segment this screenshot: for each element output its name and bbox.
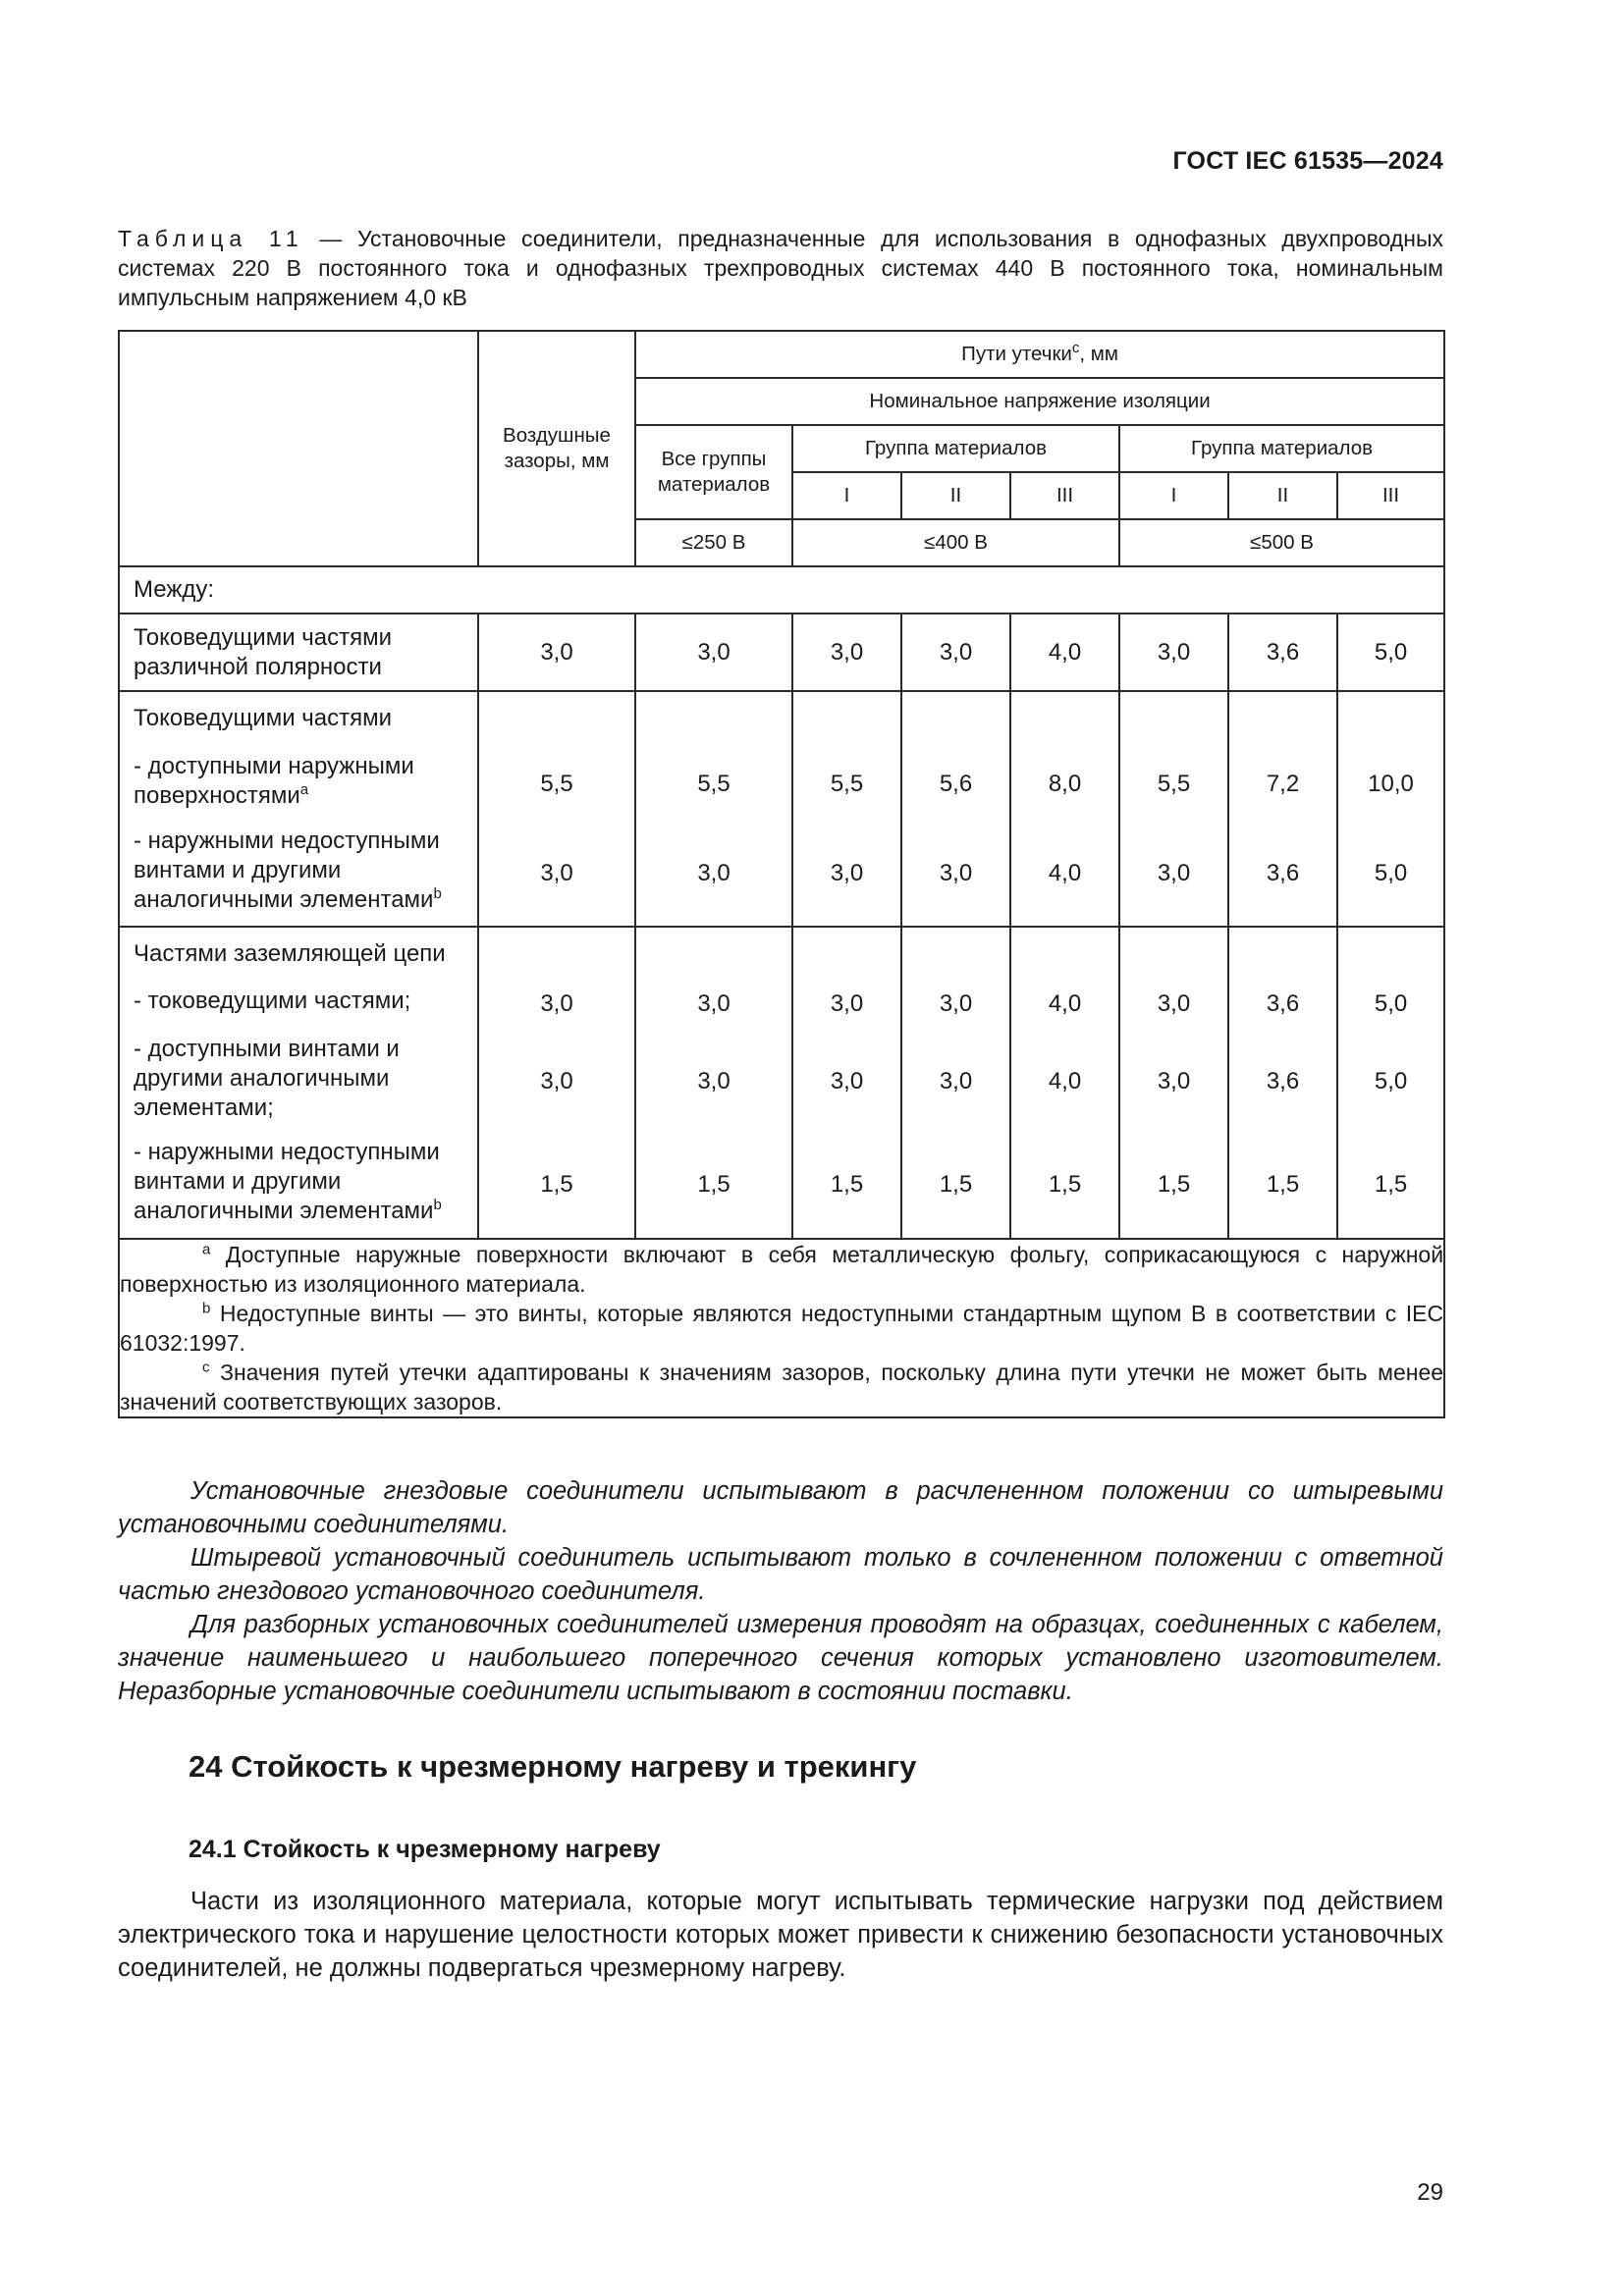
table-caption bbox=[118, 224, 1443, 312]
table-cell: 3,0 bbox=[540, 1068, 573, 1095]
footnote-ref-b: b bbox=[433, 1197, 442, 1213]
table-cell: 1,5 bbox=[1157, 1171, 1191, 1198]
value-column bbox=[901, 927, 1010, 1239]
paragraph: Установочные гнездовые соединители испытывают в расчлененном положении со штыревыми установочными соединителями. bbox=[118, 1477, 1443, 1538]
value-column bbox=[1337, 927, 1444, 1239]
table-cell: 1,5 bbox=[697, 1171, 731, 1198]
value-column bbox=[792, 927, 901, 1239]
table-cell: 3,0 bbox=[939, 990, 973, 1017]
subsection-heading: 24.1 Стойкость к чрезмерному нагреву bbox=[189, 1836, 661, 1863]
header-roman: III bbox=[1337, 472, 1444, 519]
header-nominal-voltage: Номинальное напряжение изоляции bbox=[635, 378, 1444, 425]
row-group-label-cell bbox=[119, 691, 478, 927]
table-cell: 4,0 bbox=[1048, 990, 1082, 1017]
row-label-cell bbox=[134, 741, 463, 822]
value-column bbox=[478, 691, 635, 927]
table-cell: 4,0 bbox=[1048, 860, 1082, 886]
header-roman: I bbox=[792, 472, 901, 519]
table-cell: 3,0 bbox=[830, 860, 864, 886]
row-group-title: Частями заземляющей цепи bbox=[134, 940, 446, 967]
value-column bbox=[792, 691, 901, 927]
table-caption-label: Таблица 11 bbox=[118, 226, 304, 251]
table-cell: 3,6 bbox=[1266, 860, 1300, 886]
table-cell: 1,5 bbox=[830, 1171, 864, 1198]
header-empty-cell bbox=[119, 331, 478, 566]
row-label: - наружными недоступными винтами и другими аналогичными элементами bbox=[134, 828, 440, 913]
value-column bbox=[1119, 691, 1228, 927]
header-air-gap: Воздушные зазоры, мм bbox=[478, 331, 635, 566]
header-creepage-text: Пути утечки bbox=[961, 343, 1072, 365]
table-cell: 1,5 bbox=[939, 1171, 973, 1198]
paragraph: Для разборных установочных соединителей измерения проводят на образцах, соединенных с кабелем, значение наименьшего и наибольшего поперечного сечения которых установлено изготовителем. Неразборные установочные соединители испытывают в состоянии поставки. bbox=[118, 1611, 1443, 1705]
table-cell: 3,0 bbox=[830, 990, 864, 1017]
table-cell: 5,0 bbox=[1374, 1068, 1408, 1095]
table-cell: 5,5 bbox=[540, 771, 573, 797]
table-cell: 5,6 bbox=[939, 771, 973, 797]
table-cell: 8,0 bbox=[1048, 771, 1082, 797]
value-column bbox=[1010, 691, 1119, 927]
table-cell: 3,0 bbox=[540, 860, 573, 886]
row-label: - доступными наружными поверхностями bbox=[134, 753, 414, 809]
header-roman: III bbox=[1010, 472, 1119, 519]
table-caption-text: — Установочные соединители, предназначенные для использования в однофазных двухпроводных системах 220 В постоянного тока и однофазных трехпроводных системах 440 В постоянного тока, номинальным импульсным напряжением 4,0 кВ bbox=[118, 226, 1443, 310]
table-cell: 3,0 bbox=[697, 1068, 731, 1095]
table-cell: 3,0 bbox=[697, 860, 731, 886]
value-column bbox=[1337, 691, 1444, 927]
header-material-group-2: Группа материалов bbox=[1119, 425, 1444, 472]
footnote-mark-a: a bbox=[202, 1241, 211, 1258]
document-id: ГОСТ IEC 61535—2024 bbox=[1172, 147, 1443, 175]
footnote-c bbox=[120, 1358, 1443, 1416]
footnote-ref-c: c bbox=[1071, 340, 1080, 357]
row-label-cell bbox=[134, 822, 463, 920]
footnote-ref-a: a bbox=[299, 781, 309, 798]
table-row-group-2 bbox=[119, 927, 1444, 1239]
table-cell: 3,0 bbox=[1157, 990, 1191, 1017]
table-footnotes bbox=[119, 1239, 1444, 1417]
row-label: - токоведущими частями; bbox=[134, 988, 411, 1014]
table-cell: 3,0 bbox=[1119, 614, 1228, 691]
footnote-mark-b: b bbox=[202, 1300, 211, 1317]
table-cell: 3,0 bbox=[939, 860, 973, 886]
header-roman: I bbox=[1119, 472, 1228, 519]
table-cell: 5,5 bbox=[1157, 771, 1191, 797]
row-label-cell bbox=[134, 1132, 463, 1232]
table-cell: 3,0 bbox=[540, 990, 573, 1017]
value-column bbox=[901, 691, 1010, 927]
table-cell: 5,0 bbox=[1374, 860, 1408, 886]
table-cell: 3,0 bbox=[478, 614, 635, 691]
row-label-cell bbox=[134, 977, 463, 1026]
table-cell: 4,0 bbox=[1048, 1068, 1082, 1095]
value-column bbox=[1010, 927, 1119, 1239]
footnote-ref-b: b bbox=[433, 885, 442, 902]
header-creepage-unit: , мм bbox=[1079, 343, 1118, 365]
table-cell: 3,6 bbox=[1266, 1068, 1300, 1095]
clearance-table bbox=[118, 330, 1445, 1418]
table-cell: 3,0 bbox=[792, 614, 901, 691]
table-cell: 5,0 bbox=[1337, 614, 1444, 691]
header-all-groups: Все группы материалов bbox=[635, 425, 792, 519]
table-cell: 5,5 bbox=[830, 771, 864, 797]
table-cell: 3,6 bbox=[1228, 614, 1337, 691]
footnote-b-text: Недоступные винты — это винты, которые являются недоступными стандартным щупом B в соответствии с IEC 61032:1997. bbox=[120, 1301, 1444, 1356]
table-cell: 3,6 bbox=[1266, 990, 1300, 1017]
row-group-title: Токоведущими частями bbox=[134, 705, 393, 731]
value-column bbox=[1228, 927, 1337, 1239]
row-label: Токоведущими частями различной полярности bbox=[119, 614, 478, 691]
table-cell: 3,0 bbox=[901, 614, 1010, 691]
table-cell: 3,0 bbox=[830, 1068, 864, 1095]
page-number: 29 bbox=[1417, 2179, 1443, 2206]
row-label: - доступными винтами и другими аналогичными элементами; bbox=[134, 1036, 400, 1121]
table-cell: 5,5 bbox=[697, 771, 731, 797]
section-body bbox=[118, 1885, 1443, 1985]
table-cell: 1,5 bbox=[1048, 1171, 1082, 1198]
value-column bbox=[478, 927, 635, 1239]
table-cell: 1,5 bbox=[1374, 1171, 1408, 1198]
table-cell: 3,0 bbox=[635, 614, 792, 691]
footnote-c-text: Значения путей утечки адаптированы к значениям зазоров, поскольку длина пути утечки не может быть менее значений соответствующих зазоров. bbox=[120, 1360, 1444, 1415]
paragraph: Части из изоляционного материала, которые могут испытывать термические нагрузки под действием электрического тока и нарушение целостности которых может привести к снижению безопасности установочных соединителей, не должны подвергаться чрезмерному нагреву. bbox=[118, 1888, 1443, 1982]
row-label: - наружными недоступными винтами и другими аналогичными элементами bbox=[134, 1139, 440, 1224]
header-voltage-400: ≤400 В bbox=[792, 519, 1119, 566]
paragraph: Штыревой установочный соединитель испытывают только в сочлененном положении с ответной частью гнездового установочного соединителя. bbox=[118, 1544, 1443, 1605]
table-row-group-1 bbox=[119, 691, 1444, 927]
row-group-label-cell bbox=[119, 927, 478, 1239]
table-cell: 10,0 bbox=[1368, 771, 1414, 797]
footnote-b bbox=[120, 1299, 1443, 1358]
table-cell: 4,0 bbox=[1010, 614, 1119, 691]
header-roman: II bbox=[1228, 472, 1337, 519]
table-cell: 1,5 bbox=[540, 1171, 573, 1198]
row-label-cell bbox=[134, 1026, 463, 1132]
value-column bbox=[1119, 927, 1228, 1239]
value-column bbox=[1228, 691, 1337, 927]
header-voltage-250: ≤250 В bbox=[635, 519, 792, 566]
header-voltage-500: ≤500 В bbox=[1119, 519, 1444, 566]
table-cell: 7,2 bbox=[1266, 771, 1300, 797]
table-cell: 3,0 bbox=[939, 1068, 973, 1095]
table-cell: 1,5 bbox=[1266, 1171, 1300, 1198]
value-column bbox=[635, 927, 792, 1239]
header-material-group-1: Группа материалов bbox=[792, 425, 1119, 472]
value-column bbox=[635, 691, 792, 927]
section-heading: 24 Стойкость к чрезмерному нагреву и трекингу bbox=[189, 1749, 917, 1784]
italic-paragraphs bbox=[118, 1474, 1443, 1708]
table-cell: 3,0 bbox=[1157, 1068, 1191, 1095]
footnote-a-text: Доступные наружные поверхности включают в себя металлическую фольгу, соприкасающуюся с наружной поверхностью из изоляционного материала. bbox=[120, 1242, 1444, 1297]
table-cell: 5,0 bbox=[1374, 990, 1408, 1017]
table-cell: 3,0 bbox=[1157, 860, 1191, 886]
between-label: Между: bbox=[119, 566, 1444, 614]
footnote-a bbox=[120, 1240, 1443, 1299]
header-creepage bbox=[635, 331, 1444, 378]
table-cell: 3,0 bbox=[697, 990, 731, 1017]
header-roman: II bbox=[901, 472, 1010, 519]
footnote-mark-c: c bbox=[202, 1359, 210, 1376]
